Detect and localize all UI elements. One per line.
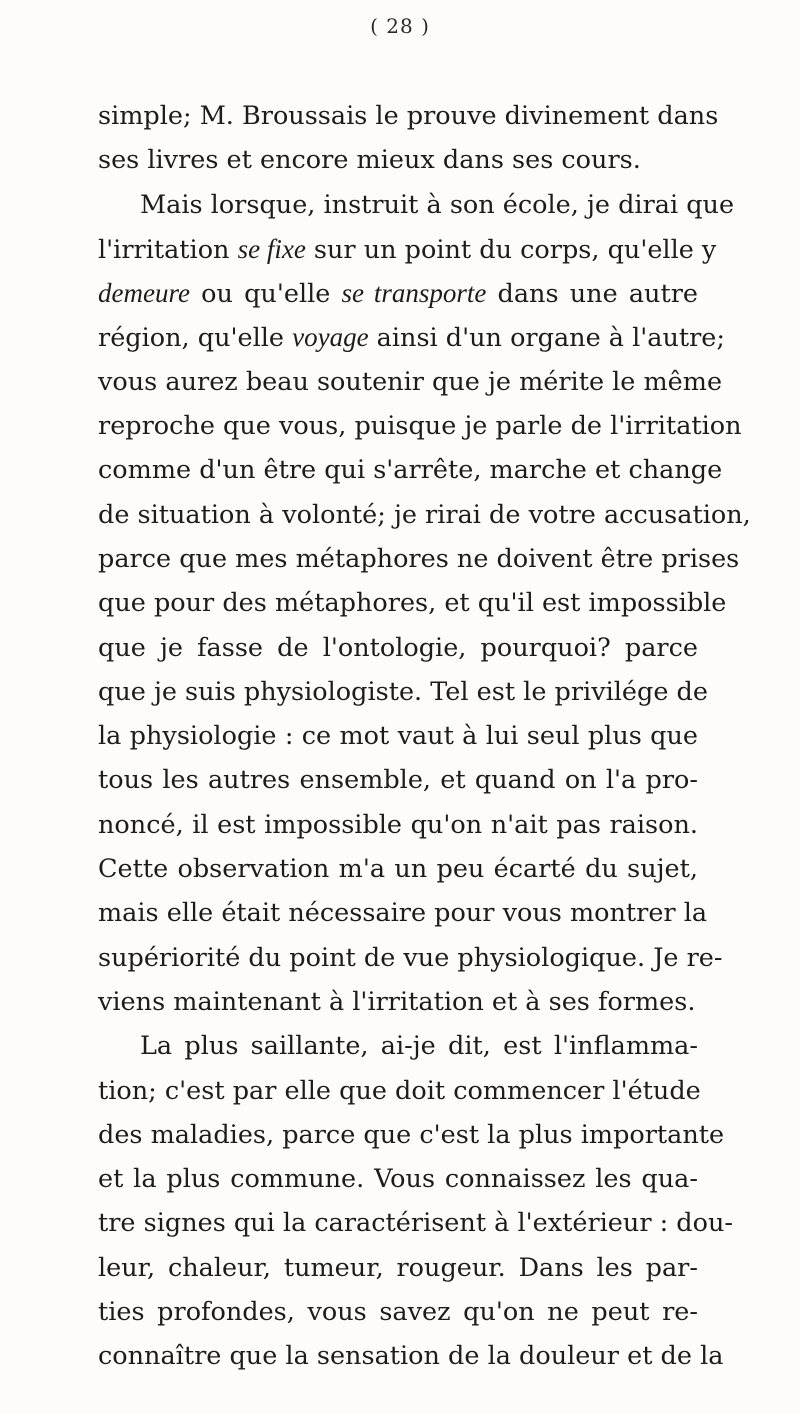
text-line: supériorité du point de vue physiologique. Je re-: [98, 942, 723, 973]
text-line: mais elle était nécessaire pour vous montrer la: [98, 898, 708, 929]
text-line: simple; M. Broussais le prouve divinement dans: [98, 101, 719, 131]
text-line: tous les autres ensemble, et quand on l'a pro-: [98, 765, 698, 796]
text-line: Mais lorsque, instruit à son école, je dirai que: [140, 189, 735, 220]
page-number: ( 28 ): [370, 14, 430, 38]
text-line: des maladies, parce que c'est la plus importante: [98, 1119, 725, 1150]
text-line: tion; c'est par elle que doit commencer l'étude: [98, 1075, 701, 1106]
text-line: comme d'un être qui s'arrête, marche et change: [98, 455, 723, 486]
text-line: Cette observation m'a un peu écarté du sujet,: [98, 854, 698, 885]
text-segment: ainsi d'un organe à l'autre;: [368, 323, 725, 354]
text-line: reproche que vous, puisque je parle de l'irritation: [98, 411, 742, 442]
text-line: que je suis physiologiste. Tel est le privilége de: [98, 676, 708, 707]
text-line: de situation à volonté; je rirai de votre accusation,: [98, 499, 751, 530]
text-segment: ou qu'elle: [189, 279, 342, 310]
text-segment: dans une autre: [486, 279, 699, 310]
text-line: connaître que la sensation de la douleur et de la: [98, 1341, 724, 1372]
text-line: [98, 315, 725, 359]
italic-text: voyage: [292, 322, 369, 353]
text-line: viens maintenant à l'irritation et à ses formes.: [98, 986, 696, 1017]
text-segment: région, qu'elle: [98, 323, 293, 354]
italic-text: demeure: [98, 278, 190, 309]
text-line: ses livres et encore mieux dans ses cours.: [98, 145, 641, 176]
body-text: [98, 94, 751, 1379]
text-line: parce que mes métaphores ne doivent être prises: [98, 543, 740, 574]
text-segment: sur un point du corps, qu'elle y: [305, 234, 717, 265]
italic-text: se transporte: [341, 278, 487, 309]
text-line: [98, 271, 698, 315]
text-line: leur, chaleur, tumeur, rougeur. Dans les par-: [98, 1252, 698, 1283]
text-line: et la plus commune. Vous connaissez les qua-: [98, 1164, 698, 1195]
text-line: que pour des métaphores, et qu'il est impossible: [98, 588, 727, 619]
text-line: vous aurez beau soutenir que je mérite le même: [98, 366, 723, 397]
text-line: La plus saillante, ai-je dit, est l'inflamma-: [140, 1031, 698, 1062]
text-line: la physiologie : ce mot vaut à lui seul plus que: [98, 721, 698, 752]
text-line: que je fasse de l'ontologie, pourquoi? parce: [98, 632, 698, 663]
text-line: [98, 227, 717, 271]
italic-text: se fixe: [237, 233, 306, 264]
text-line: tre signes qui la caractérisent à l'extérieur : dou-: [98, 1208, 734, 1239]
text-line: ties profondes, vous savez qu'on ne peut re-: [98, 1297, 698, 1328]
text-line: noncé, il est impossible qu'on n'ait pas raison.: [98, 809, 698, 840]
text-segment: l'irritation: [98, 234, 238, 265]
